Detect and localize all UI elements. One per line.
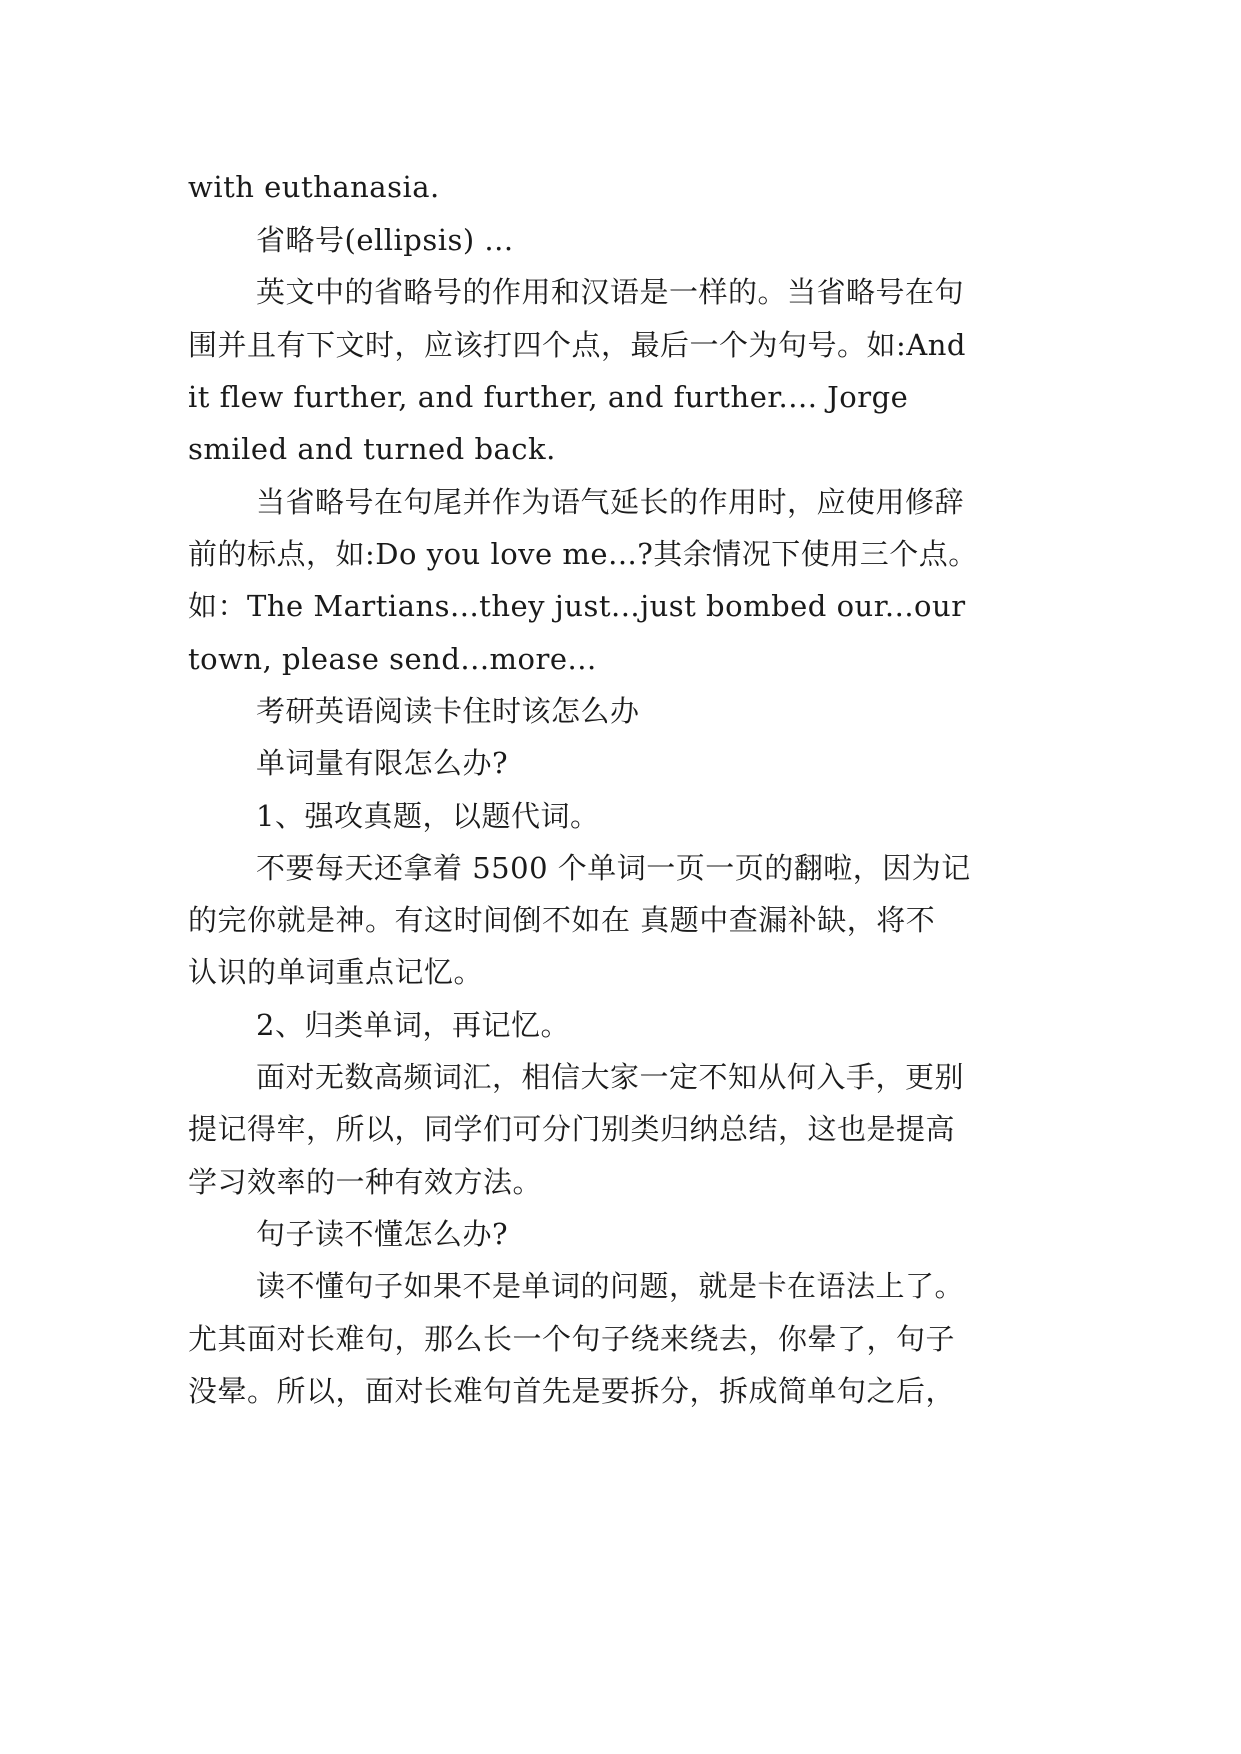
text-line: 面对无数高频词汇，相信大家一定不知从何入手，更别 xyxy=(256,1060,965,1094)
text-line: 读不懂句子如果不是单词的问题，就是卡在语法上了。 xyxy=(256,1269,965,1303)
text-line: 围并且有下文时，应该打四个点，最后一个为句号。如:And xyxy=(188,328,966,362)
text-line: 如：The Martians...they just...just bombed our...our xyxy=(188,589,966,623)
text-line: 前的标点，如:Do you love me...?其余情况下使用三个点。 xyxy=(188,537,978,571)
text-line: 当省略号在句尾并作为语气延长的作用时，应使用修辞 xyxy=(256,485,965,519)
text-line: 的完你就是神。有这时间倒不如在 真题中查漏补缺，将不 xyxy=(188,903,936,937)
text-line: 提记得牢，所以，同学们可分门别类归纳总结，这也是提高 xyxy=(188,1112,956,1146)
text-line: 尤其面对长难句，那么长一个句子绕来绕去，你晕了，句子 xyxy=(188,1322,956,1356)
text-line: 2、归类单词，再记忆。 xyxy=(256,1008,570,1042)
text-line: 单词量有限怎么办? xyxy=(256,746,509,780)
text-line: with euthanasia. xyxy=(188,170,440,204)
text-line: it flew further, and further, and further.... Jorge xyxy=(188,380,909,414)
text-line: town, please send...more... xyxy=(188,642,597,676)
text-line: smiled and turned back. xyxy=(188,432,556,466)
text-line: 考研英语阅读卡住时该怎么办 xyxy=(256,694,640,728)
text-line: 省略号(ellipsis) ... xyxy=(256,223,514,257)
text-line: 1、强攻真题，以题代词。 xyxy=(256,799,600,833)
text-line: 句子读不懂怎么办? xyxy=(256,1217,509,1251)
text-line: 不要每天还拿着 5500 个单词一页一页的翻啦，因为记 xyxy=(256,851,971,885)
text-line: 没晕。所以，面对长难句首先是要拆分，拆成简单句之后， xyxy=(188,1374,956,1408)
text-line: 学习效率的一种有效方法。 xyxy=(188,1165,543,1199)
text-line: 英文中的省略号的作用和汉语是一样的。当省略号在句 xyxy=(256,275,965,309)
text-line: 认识的单词重点记忆。 xyxy=(188,955,484,989)
